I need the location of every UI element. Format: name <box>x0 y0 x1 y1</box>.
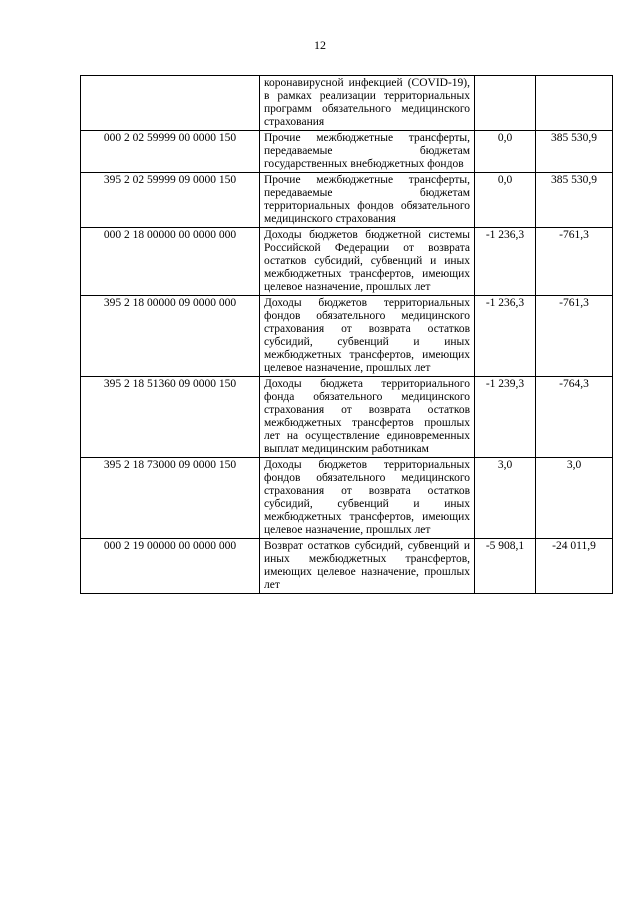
amount-2: -761,3 <box>536 228 613 296</box>
revenue-name: коронавирусной инфекцией (COVID-19), в рамках реализации территориальных программ обязательного медицинского страхования <box>260 76 475 131</box>
amount-2: 385 530,9 <box>536 173 613 228</box>
budget-code: 395 2 18 00000 09 0000 000 <box>81 296 260 377</box>
amount-1: 3,0 <box>475 458 536 539</box>
amount-1: -1 239,3 <box>475 377 536 458</box>
amount-2: 385 530,9 <box>536 131 613 173</box>
revenue-name: Доходы бюджета территориального фонда обязательного медицинского страхования от возврата остатков межбюджетных трансфертов прошлых лет на осуществление единовременных выплат медицинским работникам <box>260 377 475 458</box>
budget-code: 000 2 19 00000 00 0000 000 <box>81 539 260 594</box>
table-row <box>81 76 613 131</box>
revenue-name: Прочие межбюджетные трансферты, передаваемые бюджетам территориальных фондов обязательного медицинского страхования <box>260 173 475 228</box>
amount-2: -764,3 <box>536 377 613 458</box>
amount-2: -761,3 <box>536 296 613 377</box>
amount-2: -24 011,9 <box>536 539 613 594</box>
revenue-name: Возврат остатков субсидий, субвенций и иных межбюджетных трансфертов, имеющих целевое назначение, прошлых лет <box>260 539 475 594</box>
amount-2: 3,0 <box>536 458 613 539</box>
budget-code <box>81 76 260 131</box>
revenue-name: Доходы бюджетов территориальных фондов обязательного медицинского страхования от возврата остатков субсидий, субвенций и иных межбюджетных трансфертов, имеющих целевое назначение, прошлых лет <box>260 458 475 539</box>
amount-1: -1 236,3 <box>475 228 536 296</box>
table-row <box>81 173 613 228</box>
amount-1: 0,0 <box>475 173 536 228</box>
table-row <box>81 539 613 594</box>
budget-code: 000 2 18 00000 00 0000 000 <box>81 228 260 296</box>
table-row <box>81 131 613 173</box>
budget-code: 395 2 02 59999 09 0000 150 <box>81 173 260 228</box>
budget-code: 000 2 02 59999 00 0000 150 <box>81 131 260 173</box>
budget-code: 395 2 18 51360 09 0000 150 <box>81 377 260 458</box>
page-number: 12 <box>314 38 326 52</box>
revenue-name: Доходы бюджетов территориальных фондов обязательного медицинского страхования от возврата остатков субсидий, субвенций и иных межбюджетных трансфертов, имеющих целевое назначение, прошлых лет <box>260 296 475 377</box>
budget-table <box>80 75 613 594</box>
table-row <box>81 228 613 296</box>
budget-code: 395 2 18 73000 09 0000 150 <box>81 458 260 539</box>
amount-1: -5 908,1 <box>475 539 536 594</box>
table-row <box>81 458 613 539</box>
revenue-name: Прочие межбюджетные трансферты, передаваемые бюджетам государственных внебюджетных фондов <box>260 131 475 173</box>
table-row <box>81 296 613 377</box>
amount-1: 0,0 <box>475 131 536 173</box>
amount-1: -1 236,3 <box>475 296 536 377</box>
amount-2 <box>536 76 613 131</box>
revenue-name: Доходы бюджетов бюджетной системы Российской Федерации от возврата остатков субсидий, субвенций и иных межбюджетных трансфертов, имеющих целевое назначение, прошлых лет <box>260 228 475 296</box>
table-row <box>81 377 613 458</box>
amount-1 <box>475 76 536 131</box>
